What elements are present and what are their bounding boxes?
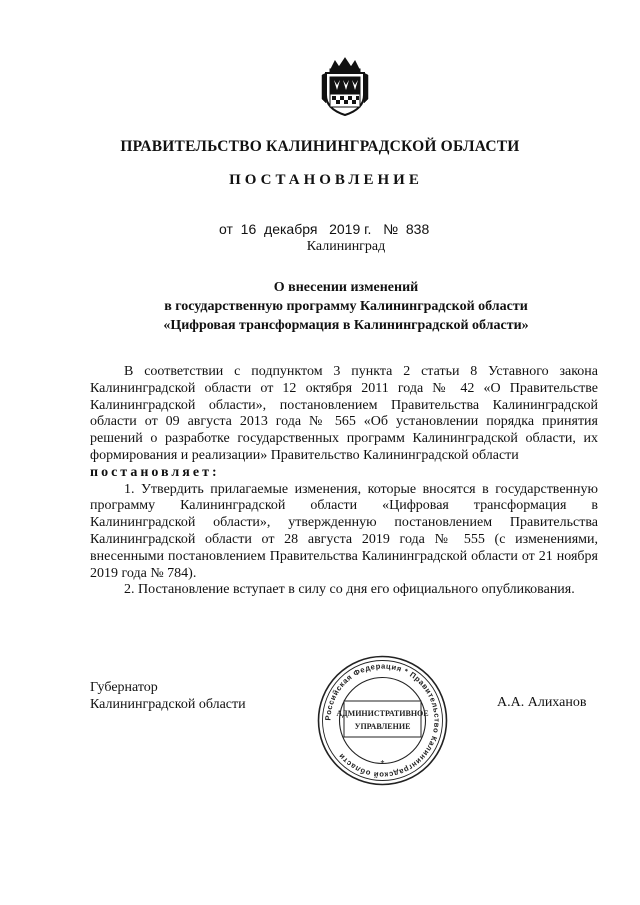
document-body [90,364,598,599]
signer-position-line: Калининградской области [90,697,246,712]
document-type-title: ПОСТАНОВЛЕНИЕ [229,172,423,188]
signer-position-line: Губернатор [90,680,158,695]
subject-line: «Цифровая трансформация в Калининградской области» [163,318,529,333]
signer-name: А.А. Алиханов [497,695,587,710]
decree-word: постановляет: [90,464,220,480]
coat-of-arms-emblem [317,55,373,119]
organization-title: ПРАВИТЕЛЬСТВО КАЛИНИНГРАДСКОЙ ОБЛАСТИ [120,138,520,155]
decree-item-1: 1. Утвердить прилагаемые изменения, которые вносятся в государственную программу Калининградской области «Цифровая трансформация в Калининградской области», утвержденную постановлением Правительства Калининградской области от 28 августа 2019 года № 555 (с изменениями, внесенными постановлением Правительства Калининградской области от 21 ноября 2019 года № 784). [90,481,598,581]
date-number-line: от 16 декабря 2019 г. № 838 [219,221,430,237]
stamp-center-line: АДМИНИСТРАТИВНОЕ [336,709,429,718]
official-seal-stamp [315,653,450,788]
document-subject [0,278,640,335]
preamble-paragraph: В соответствии с подпунктом 3 пункта 2 статьи 8 Уставного закона Калининградской области от 12 октября 2011 года № 42 «О Правительстве Калининградской области», постановлением Правительства Калининградской области от 09 августа 2013 года № 565 «Об установлении порядка принятия решений о разработке государственных программ Калининградской области, их формирования и реализации» Правительство Калининградской области [90,364,598,463]
stamp-center-line: УПРАВЛЕНИЕ [354,722,411,731]
subject-line: в государственную программу Калининградской области [164,299,528,314]
city-name: Калининград [306,239,386,254]
stamp-star: * [380,759,385,770]
stamp-ring-text: Российская Федерация * Правительство Калининградской области [323,661,442,780]
subject-line: О внесении изменений [273,280,419,295]
signer-position [90,679,246,713]
decree-item-2: 2. Постановление вступает в силу со дня его официального опубликования. [124,582,575,598]
